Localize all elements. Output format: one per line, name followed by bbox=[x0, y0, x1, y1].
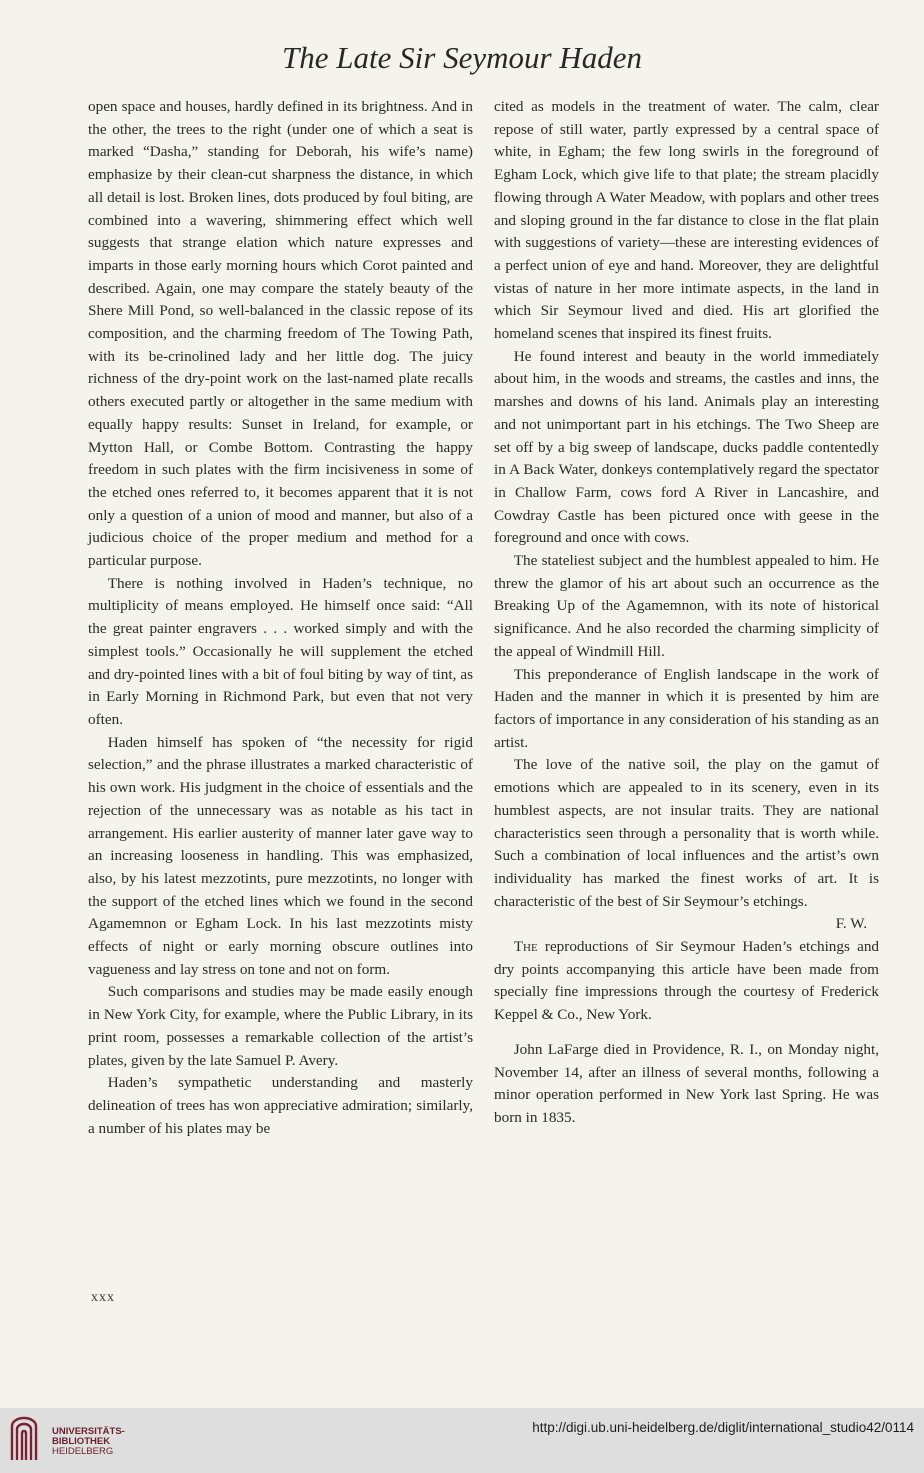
news-item: John LaFarge died in Providence, R. I., on Monday night, November 14, after an illness of several months, following a minor operation performed in New York last Spring. He was born in 1835. bbox=[494, 1040, 879, 1126]
paragraph: Haden’s sympathetic understanding and masterly delineation of trees has won appreciative admiration; similarly, a number of his plates may be bbox=[88, 1074, 473, 1137]
footer-bar bbox=[0, 1408, 924, 1473]
page-folio: xxx bbox=[91, 1290, 115, 1305]
paragraph: This preponderance of English landscape in the work of Haden and the manner in which it is presented by him are factors of importance in any consideration of his standing as an artist. bbox=[494, 665, 879, 751]
paragraph: He found interest and beauty in the world immediately about him, in the woods and streams, the castles and inns, the marshes and downs of his land. Animals play an interesting and not unimportant part in his etchings. The Two Sheep are set off by a big sweep of landscape, ducks paddle contentedly in A Back Water, donkeys contemplatively regard the spectator in Challow Farm, cows ford A River in Lancashire, and Cowdray Castle has been pictured once with geese in the foreground and once with cows. bbox=[494, 347, 879, 547]
paragraph: cited as models in the treatment of water. The calm, clear repose of still water, partly expressed by a central space of white, in Egham; the few long swirls in the foreground of Egham Lock, which give life to that plate; the stream placidly flowing through A Water Meadow, with poplars and other trees and sloping ground in the far distance to close in the flat plain with suggestions of variety—these are interesting evidences of a perfect union of eye and hand. Moreover, they are delightful vistas of nature in her more intimate aspects, in the land in which Sir Seymour lived and died. His art glorified the homeland scenes that inspired its finest fruits. bbox=[494, 98, 879, 343]
library-name: UNIVERSITÄTS- BIBLIOTHEK HEIDELBERG bbox=[52, 1426, 125, 1457]
paragraph: Haden himself has spoken of “the necessity for rigid selection,” and the phrase illustrates a marked characteristic of his own work. His judgment in the choice of essentials and the rejection of the unnecessary was as notable as his tact in arrangement. His earlier austerity of manner later gave way to an increasing looseness in handling. This was emphasized, also, by his latest mezzotints, pure mezzotints, no longer with the support of the etched lines which we found in the second Agamemnon or Egham Lock. In his last mezzotints misty effects of night or early morning obscure outlines into vagueness and lay stress on tone and not on form. bbox=[88, 733, 473, 978]
left-column bbox=[88, 96, 473, 1140]
note-text: reproductions of Sir Seymour Haden’s etchings and dry points accompanying this article have been made from specially fine impressions through the courtesy of Frederick Keppel & Co., New York. bbox=[494, 938, 879, 1024]
paragraph: There is nothing involved in Haden’s technique, no multiplicity of means employed. He himself once said: “All the great painter engravers . . . worked simply and with the simplest tools.” Occasionally he will supplement the etched and dry-pointed lines with a bit of foul biting by way of tint, as in Early Morning in Richmond Park, but even that not very often. bbox=[88, 574, 473, 728]
author-signature: F. W. bbox=[835, 915, 867, 933]
running-title: The Late Sir Seymour Haden bbox=[282, 40, 642, 75]
right-column bbox=[494, 96, 879, 1130]
paragraph: open space and houses, hardly defined in its brightness. And in the other, the trees to the right (under one of which a seat is marked “Dasha,” standing for Deborah, his wife’s name) emphasize by their clean-cut sharpness the distance, in which all detail is lost. Broken lines, dots produced by foul biting, are combined into a wavering, shimmering effect which well suggests that strange elation which nature expresses and imparts in those early morning hours which Corot painted and described. Again, one may compare the stately beauty of the Shere Mill Pond, so well-balanced in the classic repose of its composition, and the charming freedom of The Towing Path, with its be-crinolined lady and her little dog. The juicy richness of the dry-point work on the last-named plate recalls others executed partly or altogether in the same medium with equally happy results: Sunset in Ireland, for example, or Mytton Hall, or Combe Bottom. Contrasting the happy freedom in such plates with the firm incisiveness in some of the etched ones referred to, it becomes apparent that it is not only a question of a union of mood and manner, but also of a judicious choice of the proper medium and method for a particular purpose. bbox=[88, 98, 473, 570]
paragraph: The stateliest subject and the humblest appealed to him. He threw the glamor of his art about such an occurrence as the Breaking Up of the Agamemnon, with its note of historical significance. And he also recorded the charming simplicity of the appeal of Windmill Hill. bbox=[494, 552, 879, 660]
note-lead: The bbox=[513, 938, 538, 956]
source-url-link[interactable]: http://digi.ub.uni-heidelberg.de/diglit/international_studio42/0114 bbox=[532, 1420, 914, 1435]
reproductions-note bbox=[494, 936, 879, 1027]
paragraph: The love of the native soil, the play on the gamut of emotions which are appealed to in its scenery, even in its humblest aspects, are not insular traits. They are national characteristics seen through a personality that is worth while. Such a combination of local influences and the artist’s own individuality has marked the finest works of art. It is characteristic of the best of Sir Seymour’s etchings. bbox=[494, 756, 879, 910]
paragraph: Such comparisons and studies may be made easily enough in New York City, for example, where the Public Library, in its print room, possesses a remarkable collection of the artist’s plates, given by the late Samuel P. Avery. bbox=[88, 983, 473, 1069]
library-logo-icon[interactable] bbox=[10, 1416, 38, 1462]
